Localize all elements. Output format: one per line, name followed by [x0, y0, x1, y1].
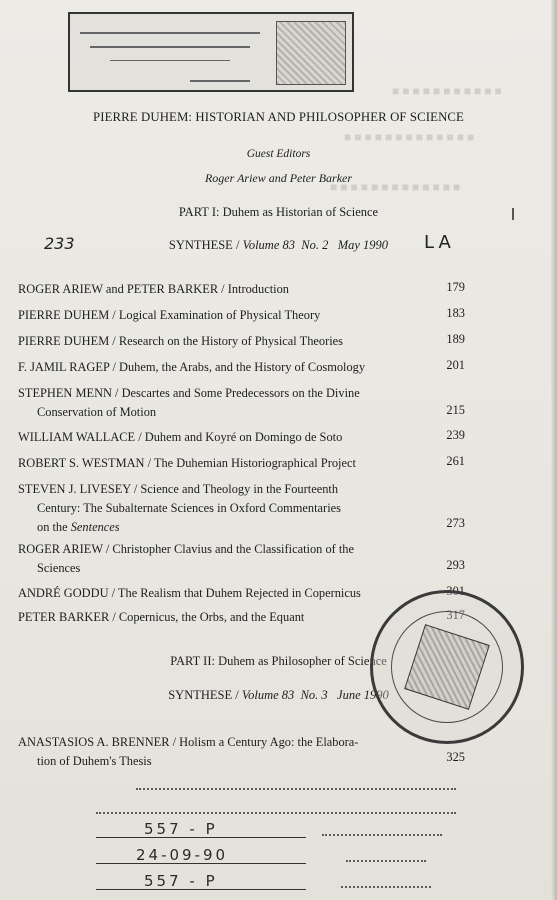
- page-number: 317: [446, 608, 465, 622]
- stamp-inscription-line: [90, 46, 250, 48]
- stamp-inscription-line: [110, 60, 230, 61]
- part-heading: PART I: Duhem as Historian of Science: [178, 205, 379, 219]
- toc-entry: ROBERT S. WESTMAN / The Duhemian Historiographical Project: [18, 456, 356, 470]
- page-number: 239: [446, 428, 465, 442]
- number-label: No. 2: [301, 238, 329, 252]
- registration-number-row: [96, 816, 456, 838]
- journal-name: SYNTHESE: [168, 238, 233, 252]
- sequence-number-row: [96, 868, 456, 890]
- field-label-mark: [346, 850, 426, 862]
- library-stamp-circular: [370, 590, 524, 744]
- page-number: 183: [446, 306, 465, 320]
- page-title: PIERRE DUHEM: HISTORIAN AND PHILOSOPHER OF SCIENCE: [93, 110, 464, 124]
- issue-date: May 1990: [337, 238, 389, 252]
- toc-entry: ROGER ARIEW and PETER BARKER / Introduction: [18, 282, 289, 296]
- toc-entry: ANASTASIOS A. BRENNER / Holism a Century Ago: the Elabora- tion of Duhem's Thesis: [18, 735, 359, 768]
- toc-entry: PETER BARKER / Copernicus, the Orbs, and the Equant: [18, 610, 305, 624]
- page-number: 293: [446, 558, 465, 572]
- page-edge-shadow: [551, 0, 557, 900]
- page-number: 215: [446, 403, 465, 417]
- registration-number: 557 - P: [144, 820, 218, 838]
- guest-editors-label: Guest Editors: [246, 148, 311, 160]
- handwritten-note: 233: [44, 234, 75, 253]
- toc-entry: STEVEN J. LIVESEY / Science and Theology in the Fourteenth Century: The Subalternate Sciences in Oxford Commentaries on the Sentences: [18, 482, 341, 534]
- page-number: 179: [446, 280, 465, 294]
- toc-entry: STEPHEN MENN / Descartes and Some Predecessors on the Divine Conservation of Motion: [18, 386, 360, 419]
- issue-line: SYNTHESE / Volume 83 No. 2 May 1990: [168, 238, 389, 252]
- journal-name: SYNTHESE: [168, 688, 233, 702]
- page-number: 201: [446, 358, 465, 372]
- toc-entry: ANDRÉ GODDU / The Realism that Duhem Rejected in Copernicus: [18, 586, 361, 600]
- stamp-inscription-line: [96, 794, 456, 814]
- stamp-inscription-line: [136, 770, 456, 790]
- page-number: 325: [446, 750, 465, 764]
- bleed-through-text: ■ ■ ■ ■ ■ ■ ■ ■ ■ ■ ■ ■ ■: [330, 180, 461, 194]
- handwritten-note: LA: [424, 232, 455, 253]
- toc-entry: ROGER ARIEW / Christopher Clavius and the Classification of the Sciences: [18, 542, 354, 575]
- page-number: 301: [446, 584, 465, 598]
- field-label-mark: [322, 824, 442, 836]
- sequence-number: 557 - P: [144, 872, 218, 890]
- bleed-through-text: ■ ■ ■ ■ ■ ■ ■ ■ ■ ■ ■ ■ ■: [344, 130, 475, 144]
- page-number: 273: [446, 516, 465, 530]
- registration-stamp: [96, 770, 456, 896]
- stamp-inscription-line: [80, 32, 260, 34]
- issue-line: SYNTHESE / Volume 83 No. 3 June 1990: [168, 688, 389, 702]
- toc-entry: WILLIAM WALLACE / Duhem and Koyré on Domingo de Soto: [18, 430, 343, 444]
- editors-names: Roger Ariew and Peter Barker: [204, 171, 353, 185]
- bleed-through-text: ■ ■ ■ ■ ■ ■ ■ ■ ■ ■ ■: [392, 84, 502, 98]
- issue-date: June 1990: [337, 688, 389, 702]
- volume-label: Volume 83: [242, 238, 295, 252]
- toc-entry: F. JAMIL RAGEP / Duhem, the Arabs, and the History of Cosmology: [18, 360, 366, 374]
- registration-date: 24-09-90: [136, 846, 229, 864]
- stamp-emblem: [276, 21, 346, 85]
- library-stamp-top: [68, 12, 354, 92]
- toc-entry: PIERRE DUHEM / Logical Examination of Physical Theory: [18, 308, 321, 322]
- toc-entry: PIERRE DUHEM / Research on the History of Physical Theories: [18, 334, 343, 348]
- number-label: No. 3: [300, 688, 328, 702]
- field-label-mark: [341, 876, 431, 888]
- page-number: 261: [446, 454, 465, 468]
- stamp-inscription-line: [190, 80, 250, 82]
- registration-date-row: [96, 842, 456, 864]
- volume-label: Volume 83: [241, 688, 295, 702]
- page-number: 189: [446, 332, 465, 346]
- part-heading: PART II: Duhem as Philosopher of Science: [170, 654, 387, 668]
